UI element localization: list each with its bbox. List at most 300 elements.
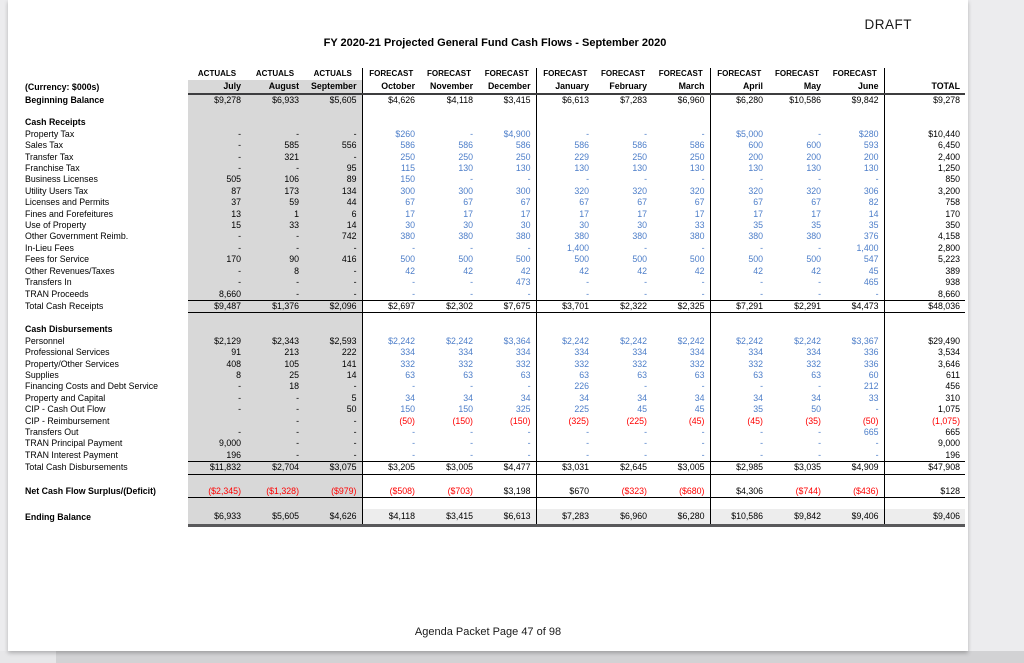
value-cell: 67 <box>463 197 473 208</box>
row-cash-disbursements <box>25 324 965 335</box>
value-cell <box>478 324 536 335</box>
value-cell: 593 <box>826 140 884 151</box>
value-cell <box>246 498 304 510</box>
value-cell: 50 <box>304 404 362 415</box>
page-title: FY 2020-21 Projected General Fund Cash Flows - September 2020 <box>323 37 667 49</box>
value-cell <box>768 117 826 128</box>
value-cell: 35 <box>826 220 884 231</box>
row-tran-principal-payment <box>25 438 965 449</box>
cell <box>25 474 188 486</box>
value-cell: 170 <box>945 208 960 219</box>
value-cell: - <box>586 277 589 288</box>
row-label: Cash Disbursements <box>25 324 113 335</box>
value-cell: 500 <box>478 254 536 265</box>
row-net-cash-flow-surplus-deficit <box>25 486 965 498</box>
value-cell: 89 <box>304 174 362 185</box>
value-cell: 473 <box>478 277 536 288</box>
value-cell <box>362 324 420 335</box>
value-cell: - <box>818 128 821 139</box>
row-label: Franchise Tax <box>25 163 80 174</box>
value-cell <box>884 324 965 335</box>
group-header-cell: FORECAST <box>826 68 884 80</box>
value-cell: - <box>644 242 647 253</box>
value-cell: 334 <box>806 347 821 358</box>
value-cell: $2,322 <box>594 300 652 312</box>
value-cell: $2,985 <box>710 462 768 474</box>
value-cell: 336 <box>826 347 884 358</box>
value-cell: - <box>412 449 415 460</box>
value-cell <box>594 474 652 486</box>
value-cell: - <box>412 426 415 437</box>
value-cell <box>478 313 536 325</box>
month-header-cell: June <box>826 80 884 94</box>
value-cell: - <box>644 381 647 392</box>
value-cell <box>826 106 884 117</box>
value-cell: 321 <box>246 152 304 163</box>
value-cell: 5,223 <box>937 254 960 265</box>
value-cell: 332 <box>632 358 647 369</box>
row-ending-balance <box>25 509 965 526</box>
value-cell: 1,250 <box>937 163 960 174</box>
value-cell: $3,198 <box>478 486 536 498</box>
value-cell: - <box>652 243 710 254</box>
value-cell <box>362 313 420 325</box>
value-cell: $4,306 <box>710 486 768 498</box>
value-cell: 34 <box>652 393 710 404</box>
value-cell: - <box>188 140 246 151</box>
page-footer: Agenda Packet Page 47 of 98 <box>414 626 562 638</box>
value-cell: ($436) <box>826 486 884 498</box>
value-cell: $2,129 <box>188 336 246 347</box>
month-header-cell: TOTAL <box>884 80 965 94</box>
value-cell: ($508) <box>362 486 420 498</box>
value-cell: 67 <box>652 197 710 208</box>
row-cip-cash-out-flow <box>25 404 965 415</box>
group-header-cell <box>884 68 965 80</box>
value-cell <box>304 117 362 128</box>
value-cell: $10,586 <box>789 95 821 105</box>
value-cell: $3,075 <box>304 462 362 474</box>
value-cell: - <box>246 404 304 415</box>
value-cell: 35 <box>753 404 763 415</box>
value-cell: - <box>246 243 304 254</box>
value-cell: - <box>826 174 884 185</box>
value-cell: $7,283 <box>620 95 647 105</box>
value-cell: 91 <box>188 347 246 358</box>
row-franchise-tax <box>25 163 965 174</box>
value-cell: 42 <box>753 265 763 276</box>
value-cell: 380 <box>748 231 763 242</box>
month-header-cell: May <box>768 80 826 94</box>
value-cell: $9,278 <box>933 95 960 105</box>
value-cell: $2,242 <box>562 335 589 346</box>
value-cell: 130 <box>574 163 589 174</box>
value-cell: 1,075 <box>937 404 960 415</box>
value-cell: 130 <box>826 163 884 174</box>
value-cell: 3,646 <box>937 358 960 369</box>
value-cell: 8,660 <box>188 289 246 301</box>
value-cell <box>652 498 710 510</box>
value-cell: (45) <box>652 416 710 427</box>
value-cell: 320 <box>806 185 821 196</box>
value-cell: $6,960 <box>594 509 652 526</box>
value-cell: - <box>586 426 589 437</box>
row-label: TRAN Proceeds <box>25 288 89 299</box>
value-cell: - <box>478 289 536 301</box>
value-cell: 758 <box>945 197 960 208</box>
value-cell <box>478 498 536 510</box>
value-cell <box>362 117 420 128</box>
value-cell: $9,406 <box>884 509 965 526</box>
value-cell: $6,613 <box>562 95 589 105</box>
value-cell: 226 <box>574 381 589 392</box>
value-cell: - <box>644 277 647 288</box>
row-label: Utility Users Tax <box>25 185 88 196</box>
value-cell: - <box>412 277 415 288</box>
value-cell: (1,075) <box>932 415 960 426</box>
value-cell: 34 <box>811 392 821 403</box>
value-cell: ($2,345) <box>188 486 246 498</box>
value-cell: 500 <box>806 254 821 265</box>
value-cell: $10,440 <box>928 128 960 139</box>
group-header-cell: FORECAST <box>652 68 710 80</box>
value-cell: $4,473 <box>826 300 884 312</box>
value-cell: - <box>760 426 763 437</box>
value-cell: 200 <box>826 152 884 163</box>
value-cell <box>652 106 710 117</box>
value-cell: - <box>652 427 710 438</box>
value-cell: 416 <box>304 254 362 265</box>
value-cell <box>710 498 768 510</box>
value-cell: 600 <box>748 140 763 151</box>
value-cell: 17 <box>463 208 473 219</box>
value-cell <box>594 106 652 117</box>
value-cell <box>188 106 246 117</box>
value-cell: 42 <box>811 265 821 276</box>
row-property-tax <box>25 129 965 140</box>
value-cell: - <box>470 242 473 253</box>
value-cell: 33 <box>826 393 884 404</box>
value-cell: $11,832 <box>188 462 246 474</box>
value-cell: 200 <box>806 151 821 162</box>
value-cell: $7,283 <box>536 509 594 526</box>
value-cell: - <box>470 438 473 449</box>
value-cell <box>420 313 478 325</box>
row-label: Property Tax <box>25 128 75 139</box>
value-cell: 67 <box>579 197 589 208</box>
cell <box>25 106 188 117</box>
value-cell: 332 <box>458 358 473 369</box>
value-cell: - <box>246 231 304 242</box>
value-cell: 334 <box>478 347 536 358</box>
value-cell: 17 <box>579 208 589 219</box>
value-cell: - <box>304 129 362 140</box>
value-cell: 334 <box>458 347 473 358</box>
value-cell: - <box>188 231 246 242</box>
row-label: Licenses and Permits <box>25 197 110 208</box>
value-cell: $3,364 <box>478 336 536 347</box>
value-cell: $48,036 <box>884 300 965 312</box>
value-cell: - <box>304 416 362 427</box>
value-cell <box>768 474 826 486</box>
row-tran-proceeds <box>25 289 965 301</box>
value-cell: - <box>188 243 246 254</box>
value-cell: $6,280 <box>652 509 710 526</box>
value-cell: 586 <box>478 140 536 151</box>
row-label: Property and Capital <box>25 392 106 403</box>
value-cell <box>478 106 536 117</box>
month-header-cell: December <box>478 80 536 94</box>
value-cell: 1 <box>246 209 304 220</box>
value-cell: 213 <box>246 347 304 358</box>
month-header-cell: October <box>362 80 420 94</box>
row-other-revenues-taxes <box>25 266 965 277</box>
value-cell: 547 <box>826 254 884 265</box>
value-cell <box>536 106 594 117</box>
value-cell: - <box>304 427 362 438</box>
value-cell: 9,000 <box>937 438 960 449</box>
value-cell: 3,200 <box>937 185 960 196</box>
value-cell: 130 <box>806 163 821 174</box>
value-cell: 250 <box>400 151 415 162</box>
row-sales-tax <box>25 140 965 151</box>
value-cell: - <box>586 288 589 299</box>
value-cell: - <box>188 277 246 288</box>
value-cell: 334 <box>652 347 710 358</box>
value-cell: $29,490 <box>928 335 960 346</box>
value-cell: 17 <box>811 208 821 219</box>
value-cell: - <box>760 288 763 299</box>
value-cell: $2,645 <box>594 462 652 474</box>
value-cell: 130 <box>458 163 473 174</box>
group-header-cell: FORECAST <box>369 69 414 78</box>
value-cell: $9,278 <box>188 94 246 106</box>
value-cell: $4,909 <box>826 462 884 474</box>
value-cell: $9,842 <box>826 94 884 106</box>
value-cell: 34 <box>579 392 589 403</box>
value-cell: - <box>652 450 710 462</box>
value-cell: 67 <box>811 197 821 208</box>
value-cell: - <box>246 450 304 462</box>
value-cell: 50 <box>811 404 821 415</box>
value-cell: 60 <box>826 370 884 381</box>
value-cell <box>768 324 826 335</box>
value-cell: 332 <box>574 358 589 369</box>
spacer-row <box>25 106 965 117</box>
value-cell: - <box>652 438 710 449</box>
value-cell: 350 <box>945 220 960 231</box>
value-cell: 9,000 <box>188 438 246 449</box>
spacer-row <box>25 498 965 510</box>
cell <box>25 498 188 510</box>
value-cell: 63 <box>811 369 821 380</box>
value-cell: - <box>818 449 821 460</box>
value-cell: 44 <box>304 197 362 208</box>
value-cell <box>652 313 710 325</box>
value-cell: $3,031 <box>536 462 594 474</box>
value-cell: ($979) <box>304 486 362 498</box>
value-cell <box>594 498 652 510</box>
value-cell: - <box>818 426 821 437</box>
month-header-cell: February <box>594 80 652 94</box>
value-cell: 95 <box>304 163 362 174</box>
value-cell: 320 <box>574 185 589 196</box>
value-cell: 17 <box>405 208 415 219</box>
value-cell: 34 <box>463 392 473 403</box>
row-label: Financing Costs and Debt Service <box>25 381 158 392</box>
value-cell: 196 <box>945 449 960 460</box>
value-cell: 212 <box>826 381 884 392</box>
value-cell: 380 <box>574 231 589 242</box>
value-cell: 13 <box>188 209 246 220</box>
value-cell: 500 <box>574 254 589 265</box>
row-label: TRAN Principal Payment <box>25 438 123 449</box>
value-cell: $3,005 <box>652 462 710 474</box>
value-cell: 30 <box>405 220 415 231</box>
value-cell: 380 <box>478 231 536 242</box>
value-cell: $7,291 <box>710 300 768 312</box>
value-cell: $3,415 <box>420 509 478 526</box>
value-cell: - <box>760 438 763 449</box>
value-cell: 17 <box>478 209 536 220</box>
value-cell: 332 <box>652 359 710 370</box>
value-cell: - <box>652 381 710 392</box>
value-cell <box>188 498 246 510</box>
value-cell <box>304 313 362 325</box>
value-cell: 42 <box>405 265 415 276</box>
value-cell: $1,376 <box>246 300 304 312</box>
row-transfers-out <box>25 427 965 438</box>
value-cell: 665 <box>826 427 884 438</box>
group-header-cell: ACTUALS <box>197 69 237 78</box>
value-cell: 334 <box>748 347 763 358</box>
draft-watermark: DRAFT <box>864 17 912 32</box>
value-cell: 332 <box>478 359 536 370</box>
value-cell: - <box>644 128 647 139</box>
row-transfer-tax <box>25 152 965 163</box>
value-cell: $2,242 <box>446 335 473 346</box>
group-header-cell: FORECAST <box>775 69 819 78</box>
value-cell: 106 <box>246 174 304 185</box>
value-cell: - <box>478 438 536 449</box>
value-cell: 222 <box>304 347 362 358</box>
value-cell: - <box>478 381 536 392</box>
group-header-cell: FORECAST <box>478 68 536 80</box>
value-cell <box>188 117 246 128</box>
row-label: Transfers Out <box>25 426 79 437</box>
value-cell <box>536 324 594 335</box>
value-cell <box>420 498 478 510</box>
value-cell: 17 <box>652 209 710 220</box>
row-label: Ending Balance <box>25 511 91 522</box>
value-cell: 8 <box>188 370 246 381</box>
value-cell <box>246 313 304 325</box>
row-cip-reimbursement <box>25 416 965 427</box>
value-cell: 82 <box>826 197 884 208</box>
value-cell: - <box>586 174 589 185</box>
value-cell: 320 <box>632 185 647 196</box>
value-cell: - <box>652 174 710 185</box>
value-cell: 30 <box>637 220 647 231</box>
row-total-cash-disbursements <box>25 462 965 474</box>
value-cell: - <box>818 288 821 299</box>
value-cell <box>478 117 536 128</box>
value-cell <box>362 498 420 510</box>
row-label: TRAN Interest Payment <box>25 450 118 461</box>
value-cell: - <box>412 438 415 449</box>
value-cell: $4,118 <box>362 509 420 526</box>
spacer-row <box>25 474 965 486</box>
value-cell: 300 <box>458 185 473 196</box>
value-cell: 310 <box>945 392 960 403</box>
row-label: Property/Other Services <box>25 358 119 369</box>
value-cell: - <box>246 438 304 449</box>
value-cell: 380 <box>652 231 710 242</box>
value-cell: - <box>644 174 647 185</box>
row-total-cash-receipts <box>25 300 965 312</box>
value-cell: - <box>644 438 647 449</box>
value-cell: $260 <box>395 128 415 139</box>
value-cell: 130 <box>652 163 710 174</box>
value-cell: $4,626 <box>388 95 415 105</box>
value-cell: 37 <box>188 197 246 208</box>
value-cell: $9,842 <box>768 509 826 526</box>
value-cell: 14 <box>826 209 884 220</box>
value-cell: - <box>760 449 763 460</box>
value-cell: 300 <box>400 185 415 196</box>
value-cell <box>304 474 362 486</box>
value-cell: 4,158 <box>937 231 960 242</box>
value-cell: 14 <box>304 220 362 231</box>
value-cell: - <box>246 163 304 174</box>
value-cell <box>246 324 304 335</box>
value-cell: 380 <box>400 231 415 242</box>
row-tran-interest-payment <box>25 450 965 462</box>
month-header-cell: March <box>652 80 710 94</box>
value-cell: 336 <box>826 359 884 370</box>
value-cell: 586 <box>458 140 473 151</box>
value-cell: 63 <box>652 370 710 381</box>
value-cell: - <box>470 288 473 299</box>
value-cell: 250 <box>632 151 647 162</box>
value-cell <box>884 106 965 117</box>
value-cell: - <box>652 289 710 301</box>
value-cell: - <box>826 438 884 449</box>
value-cell: - <box>188 393 246 404</box>
value-cell: 134 <box>304 186 362 197</box>
value-cell: 585 <box>246 140 304 151</box>
value-cell <box>710 117 768 128</box>
row-label: Other Revenues/Taxes <box>25 265 115 276</box>
value-cell: ($1,328) <box>246 486 304 498</box>
value-cell: - <box>826 404 884 415</box>
value-cell: 34 <box>478 393 536 404</box>
value-cell: - <box>644 426 647 437</box>
value-cell: - <box>586 128 589 139</box>
row-label: Sales Tax <box>25 140 63 151</box>
value-cell: 25 <box>246 370 304 381</box>
value-cell: 556 <box>304 140 362 151</box>
value-cell: $4,626 <box>304 509 362 526</box>
value-cell: 600 <box>806 140 821 151</box>
value-cell: 665 <box>945 426 960 437</box>
value-cell: - <box>760 174 763 185</box>
value-cell: 500 <box>748 254 763 265</box>
value-cell: ($703) <box>420 486 478 498</box>
value-cell: $10,586 <box>710 509 768 526</box>
value-cell: 332 <box>400 358 415 369</box>
value-cell <box>536 313 594 325</box>
